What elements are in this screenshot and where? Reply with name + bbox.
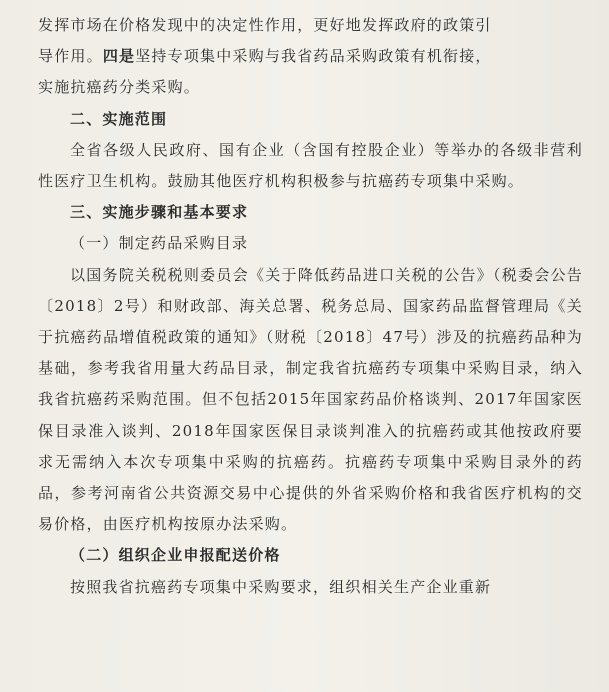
paragraph-scope: 全省各级人民政府、国有企业（含国有控股企业）等举办的各级非营利性医疗卫生机构。鼓励其他医疗机构积极参与抗癌药专项集中采购。 (38, 140, 583, 191)
intro-line-2-emphasis: 四是 (102, 47, 136, 66)
paragraph-pricing: 按照我省抗癌药专项集中采购要求，组织相关生产企业重新 (70, 577, 492, 596)
paragraph-catalog: 以国务院关税税则委员会《关于降低药品进口关税的公告》（税委会公告〔2018〕2号）和财政部、海关总署、税务总局、国家药品监督管理局《关于抗癌药品增值税政策的通知》（财税〔2018〕47号）涉及的抗癌药品种为基础，参考我省用量大药品目录，制定我省抗癌药专项集中采购目录，纳入我省抗癌药采购范围。但不包括2015年国家药品价格谈判、2017年国家医保目录准入谈判、2018年国家医保目录谈判准入的抗癌药或其他按政府要求无需纳入本次专项集中采购的抗癌药。抗癌药专项集中采购目录外的药品，参考河南省公共资源交易中心提供的外省采购价格和我省医疗机构的交易价格，由医疗机构按原办法采购。 (38, 265, 583, 534)
intro-line-3: 实施抗癌药分类采购。 (38, 78, 201, 97)
intro-line-1: 发挥市场在价格发现中的决定性作用，更好地发挥政府的政策引 (38, 16, 492, 34)
paragraph-intro (38, 10, 583, 104)
section-heading-scope: 二、实施范围 (70, 109, 168, 128)
subsection-heading-catalog: （一）制定药品采购目录 (70, 234, 249, 253)
intro-line-2-c: 坚持专项集中采购与我省药品采购政策有机衔接， (135, 47, 492, 66)
section-heading-steps: 三、实施步骤和基本要求 (70, 203, 249, 222)
document-body (38, 10, 583, 603)
subsection-heading-pricing: （二）组织企业申报配送价格 (70, 546, 281, 565)
intro-line-2-a: 导作用。 (38, 47, 103, 66)
